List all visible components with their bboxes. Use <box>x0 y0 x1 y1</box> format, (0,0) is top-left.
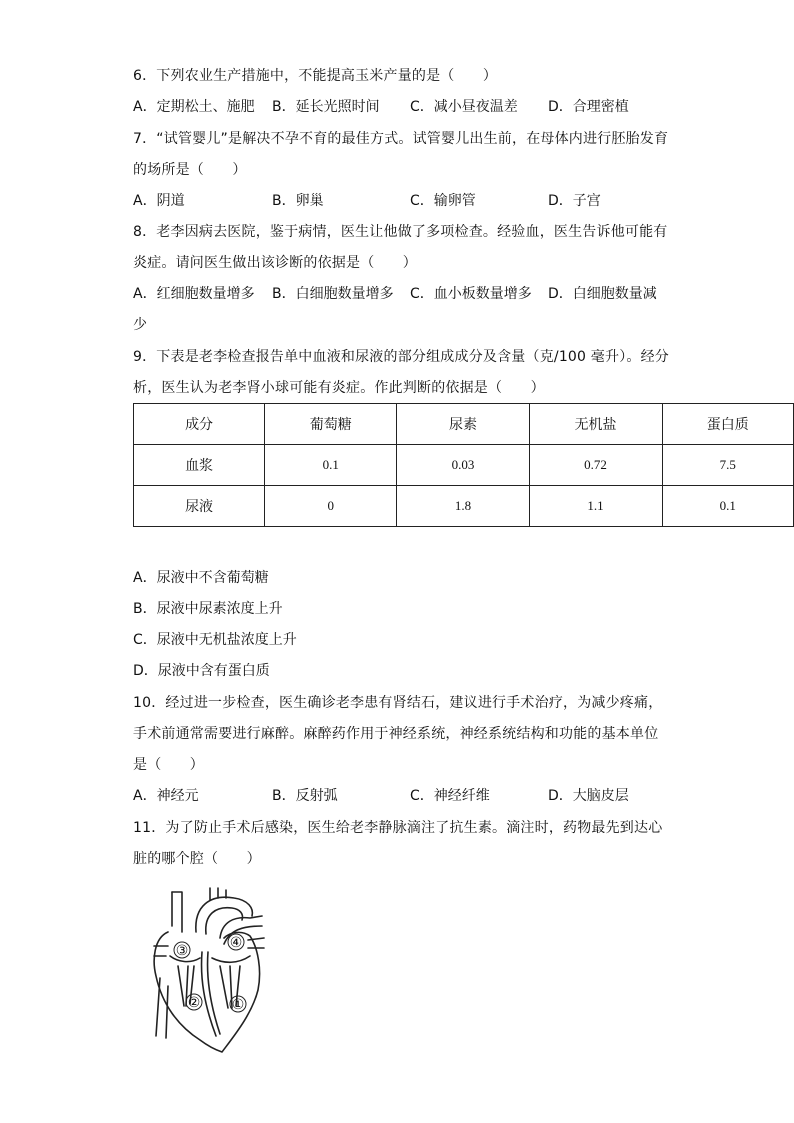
q7-option-c[interactable]: C．输卵管 <box>410 193 476 209</box>
q8-option-d-wrap: 少 <box>133 317 147 333</box>
q6-option-a[interactable]: A．定期松土、施肥 <box>133 99 255 115</box>
q10-stem-line3: 是（ ） <box>133 757 204 773</box>
q10-option-d[interactable]: D．大脑皮层 <box>548 788 629 804</box>
septum <box>202 952 216 1036</box>
q9-stem-line2: 析，医生认为老李肾小球可能有炎症。作此判断的依据是（ ） <box>133 380 545 396</box>
q10-option-c[interactable]: C．神经纤维 <box>410 788 490 804</box>
heart-outline <box>154 932 259 1052</box>
q7-option-b[interactable]: B．卵巢 <box>272 193 324 209</box>
q7-option-d[interactable]: D．子宫 <box>548 193 601 209</box>
table-header-cell: 成分 <box>134 404 265 445</box>
q11-stem-line1: 11．为了防止手术后感染，医生给老李静脉滴注了抗生素。滴注时，药物最先到达心 <box>133 820 663 836</box>
q6-stem: 6．下列农业生产措施中，不能提高玉米产量的是（ ） <box>133 68 498 84</box>
q8-option-a[interactable]: A．红细胞数量增多 <box>133 286 255 302</box>
q6-option-d[interactable]: D．合理密植 <box>548 99 629 115</box>
q8-option-d[interactable]: D．白细胞数量减 <box>548 286 657 302</box>
table-cell: 0.03 <box>397 445 529 486</box>
q8-stem-line1: 8．老李因病去医院，鉴于病情，医生让他做了多项检查。经验血，医生告诉他可能有 <box>133 224 668 240</box>
q8-option-c[interactable]: C．血小板数量增多 <box>410 286 532 302</box>
composition-table <box>133 403 794 527</box>
q9-option-d[interactable]: D．尿液中含有蛋白质 <box>133 663 270 679</box>
table-header-cell: 无机盐 <box>529 404 662 445</box>
q10-stem-line1: 10．经过进一步检查，医生确诊老李患有肾结石，建议进行手术治疗，为减少疼痛， <box>133 695 663 711</box>
q11-stem-line2: 脏的哪个腔（ ） <box>133 851 261 867</box>
table-cell: 0.1 <box>662 486 793 527</box>
table-cell: 血浆 <box>134 445 265 486</box>
q7-stem-line1: 7．“试管婴儿”是解决不孕不育的最佳方式。试管婴儿出生前，在母体内进行胚胎发育 <box>133 131 669 147</box>
table-cell: 1.1 <box>529 486 662 527</box>
q10-stem-line2: 手术前通常需要进行麻醉。麻醉药作用于神经系统，神经系统结构和功能的基本单位 <box>133 726 659 742</box>
q6-option-c[interactable]: C．减小昼夜温差 <box>410 99 518 115</box>
q9-option-c[interactable]: C．尿液中无机盐浓度上升 <box>133 632 297 648</box>
q8-option-b[interactable]: B．白细胞数量增多 <box>272 286 394 302</box>
table-header-cell: 蛋白质 <box>662 404 793 445</box>
q6-option-b[interactable]: B．延长光照时间 <box>272 99 380 115</box>
heart-diagram <box>138 886 270 1054</box>
chamber-label-4: ④ <box>229 935 243 951</box>
q9-stem-line1: 9．下表是老李检查报告单中血液和尿液的部分组成成分及含量（克/100 毫升）。经分 <box>133 349 669 365</box>
inferior-vena-cava <box>156 978 168 1038</box>
table-cell: 尿液 <box>134 486 265 527</box>
q9-option-a[interactable]: A．尿液中不含葡萄糖 <box>133 570 269 586</box>
chamber-label-1: ① <box>231 997 245 1013</box>
table-cell: 0 <box>265 486 397 527</box>
q10-option-b[interactable]: B．反射弧 <box>272 788 338 804</box>
table-row <box>134 486 794 527</box>
table-cell: 0.1 <box>265 445 397 486</box>
table-cell: 1.8 <box>397 486 529 527</box>
table-cell: 0.72 <box>529 445 662 486</box>
table-header-row <box>134 404 794 445</box>
q7-option-a[interactable]: A．阴道 <box>133 193 185 209</box>
q9-option-b[interactable]: B．尿液中尿素浓度上升 <box>133 601 283 617</box>
q10-option-a[interactable]: A．神经元 <box>133 788 199 804</box>
table-header-cell: 尿素 <box>397 404 529 445</box>
q7-stem-line2: 的场所是（ ） <box>133 162 247 178</box>
table-row <box>134 445 794 486</box>
superior-vena-cava <box>172 892 182 932</box>
chamber-label-3: ③ <box>175 943 189 959</box>
table-cell: 7.5 <box>662 445 793 486</box>
chamber-label-2: ② <box>187 995 201 1011</box>
q8-stem-line2: 炎症。请问医生做出该诊断的依据是（ ） <box>133 255 417 271</box>
table-header-cell: 葡萄糖 <box>265 404 397 445</box>
